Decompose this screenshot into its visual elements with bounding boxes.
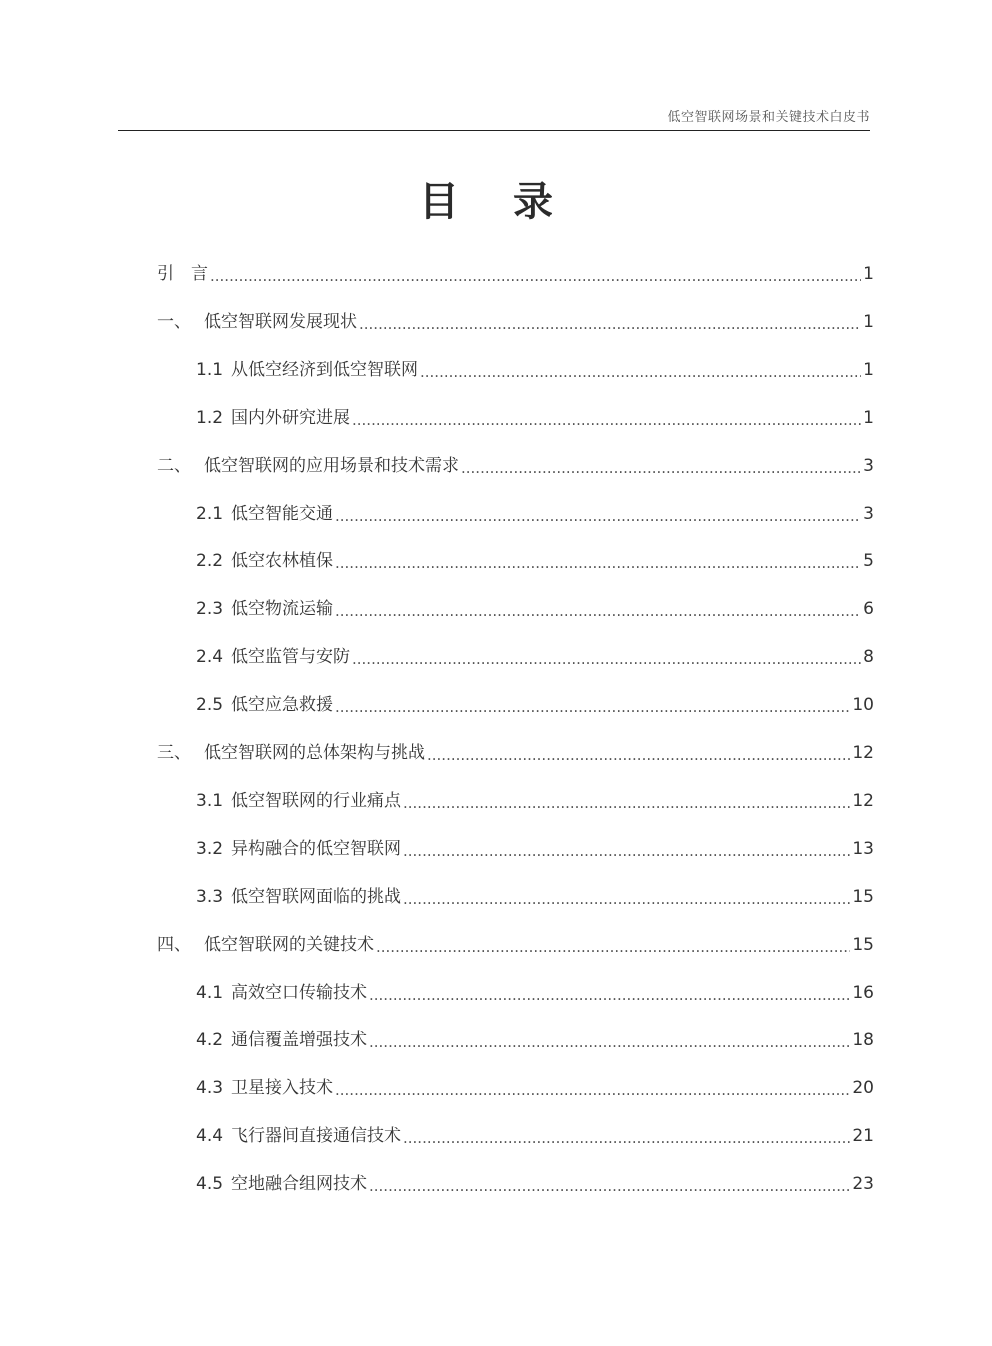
toc-entry-title: 低空智联网面临的挑战: [231, 886, 401, 907]
toc-entry-title: 卫星接入技术: [231, 1078, 333, 1099]
toc-page-number: 20: [852, 1078, 874, 1099]
toc-dot-leader: [403, 837, 850, 861]
toc-entry-title: 低空农林植保: [231, 551, 333, 572]
toc-entry-title: 高效空口传输技术: [231, 982, 367, 1003]
toc-entry[interactable]: [196, 885, 874, 909]
running-header-title: 低空智联网场景和关键技术白皮书: [667, 110, 870, 125]
toc-entry[interactable]: [196, 693, 874, 717]
toc-entry-title: 低空智联网发展现状: [204, 311, 357, 332]
toc-dot-leader: [352, 406, 861, 430]
toc-dot-leader: [376, 933, 850, 957]
toc-entry-number: 三、: [157, 743, 191, 763]
toc-entry-title: 异构融合的低空智联网: [231, 838, 401, 859]
toc-entry-number: 2.5: [196, 695, 224, 716]
toc-page-number: 3: [863, 503, 874, 524]
toc-entry-number: 1.2: [196, 407, 224, 428]
toc-dot-leader: [210, 262, 861, 286]
toc-entry[interactable]: [196, 1124, 874, 1148]
toc-entry-number: 4.2: [196, 1030, 224, 1051]
toc-dot-leader: [403, 1124, 850, 1148]
toc-page-number: 23: [852, 1174, 874, 1195]
toc-page-number: 12: [852, 743, 874, 763]
toc-dot-leader: [335, 549, 861, 573]
toc-page-number: 8: [863, 647, 874, 668]
toc-entry[interactable]: [157, 933, 874, 957]
toc-entry[interactable]: [157, 262, 874, 286]
toc-page-number: 13: [852, 838, 874, 859]
toc-entry[interactable]: [196, 645, 874, 669]
toc-entry[interactable]: [196, 1028, 874, 1052]
toc-page-number: 1: [863, 311, 874, 332]
toc-entry-number: 二、: [157, 455, 191, 476]
toc-dot-leader: [420, 358, 861, 382]
toc-entry[interactable]: [196, 837, 874, 861]
toc-dot-leader: [461, 454, 861, 478]
toc-entry[interactable]: [196, 981, 874, 1005]
toc-dot-leader: [369, 981, 850, 1005]
toc-page-number: 21: [852, 1126, 874, 1147]
toc-page-number: 6: [863, 599, 874, 620]
toc-page-number: 18: [852, 1030, 874, 1051]
toc-entry-number: 4.1: [196, 982, 224, 1003]
toc-page-number: 16: [852, 982, 874, 1003]
toc-dot-leader: [335, 502, 861, 526]
toc-entry-number: 引 言: [157, 264, 208, 284]
toc-dot-leader: [359, 310, 861, 334]
toc-dot-leader: [352, 645, 861, 669]
toc-entry[interactable]: [157, 741, 874, 765]
toc-entry-number: 一、: [157, 311, 191, 332]
toc-entry-number: 4.5: [196, 1174, 224, 1195]
toc-dot-leader: [403, 789, 850, 813]
toc-entry-title: 从低空经济到低空智联网: [231, 359, 418, 380]
toc-entry-title: 低空智联网的行业痛点: [231, 790, 401, 811]
toc-entry[interactable]: [196, 597, 874, 621]
toc-entry-title: 低空智联网的总体架构与挑战: [204, 743, 425, 763]
toc-page-number: 1: [863, 264, 874, 284]
toc-entry-number: 2.1: [196, 503, 224, 524]
toc-page-number: 15: [852, 886, 874, 907]
toc-entry[interactable]: [196, 549, 874, 573]
toc-entry-title: 通信覆盖增强技术: [231, 1030, 367, 1051]
toc-entry[interactable]: [157, 310, 874, 334]
toc-entry[interactable]: [196, 1076, 874, 1100]
toc-page-number: 15: [852, 934, 874, 955]
toc-entry-number: 1.1: [196, 359, 224, 380]
toc-entry-number: 4.4: [196, 1126, 224, 1147]
toc-entry-title: 低空智能交通: [231, 503, 333, 524]
toc-entry-title: 国内外研究进展: [231, 407, 350, 428]
toc-entry[interactable]: [196, 789, 874, 813]
toc-entry-title: 空地融合组网技术: [231, 1174, 367, 1195]
toc-entry-title: 低空智联网的关键技术: [204, 934, 374, 955]
toc-page-number: 12: [852, 790, 874, 811]
toc-page-number: 1: [863, 359, 874, 380]
toc-page-number: 10: [852, 695, 874, 716]
toc-dot-leader: [335, 693, 850, 717]
toc-entry-title: 低空应急救援: [231, 695, 333, 716]
toc-dot-leader: [369, 1172, 850, 1196]
toc-dot-leader: [427, 741, 850, 765]
toc-entry-number: 四、: [157, 934, 191, 955]
toc-entry-number: 3.1: [196, 790, 224, 811]
toc-entry-title: 飞行器间直接通信技术: [231, 1126, 401, 1147]
toc-entry[interactable]: [157, 454, 874, 478]
header-rule: [118, 130, 870, 131]
toc-entry-title: 低空物流运输: [231, 599, 333, 620]
toc-dot-leader: [335, 1076, 850, 1100]
toc-entry[interactable]: [196, 406, 874, 430]
toc-entry-number: 3.3: [196, 886, 224, 907]
toc-page-number: 1: [863, 407, 874, 428]
toc-entry-number: 3.2: [196, 838, 224, 859]
toc-page-number: 5: [863, 551, 874, 572]
toc-entry[interactable]: [196, 358, 874, 382]
toc-dot-leader: [335, 597, 861, 621]
toc-title: 目 录: [419, 179, 573, 225]
toc-entry[interactable]: [196, 1172, 874, 1196]
toc-entry-title: 低空监管与安防: [231, 647, 350, 668]
toc-dot-leader: [403, 885, 850, 909]
toc-dot-leader: [369, 1028, 850, 1052]
toc-entry-number: 2.2: [196, 551, 224, 572]
toc-entry-number: 2.3: [196, 599, 224, 620]
toc-entry-number: 4.3: [196, 1078, 224, 1099]
toc-entry-title: 低空智联网的应用场景和技术需求: [204, 455, 459, 476]
toc-page-number: 3: [863, 455, 874, 476]
toc-entry-number: 2.4: [196, 647, 224, 668]
toc-entry[interactable]: [196, 502, 874, 526]
